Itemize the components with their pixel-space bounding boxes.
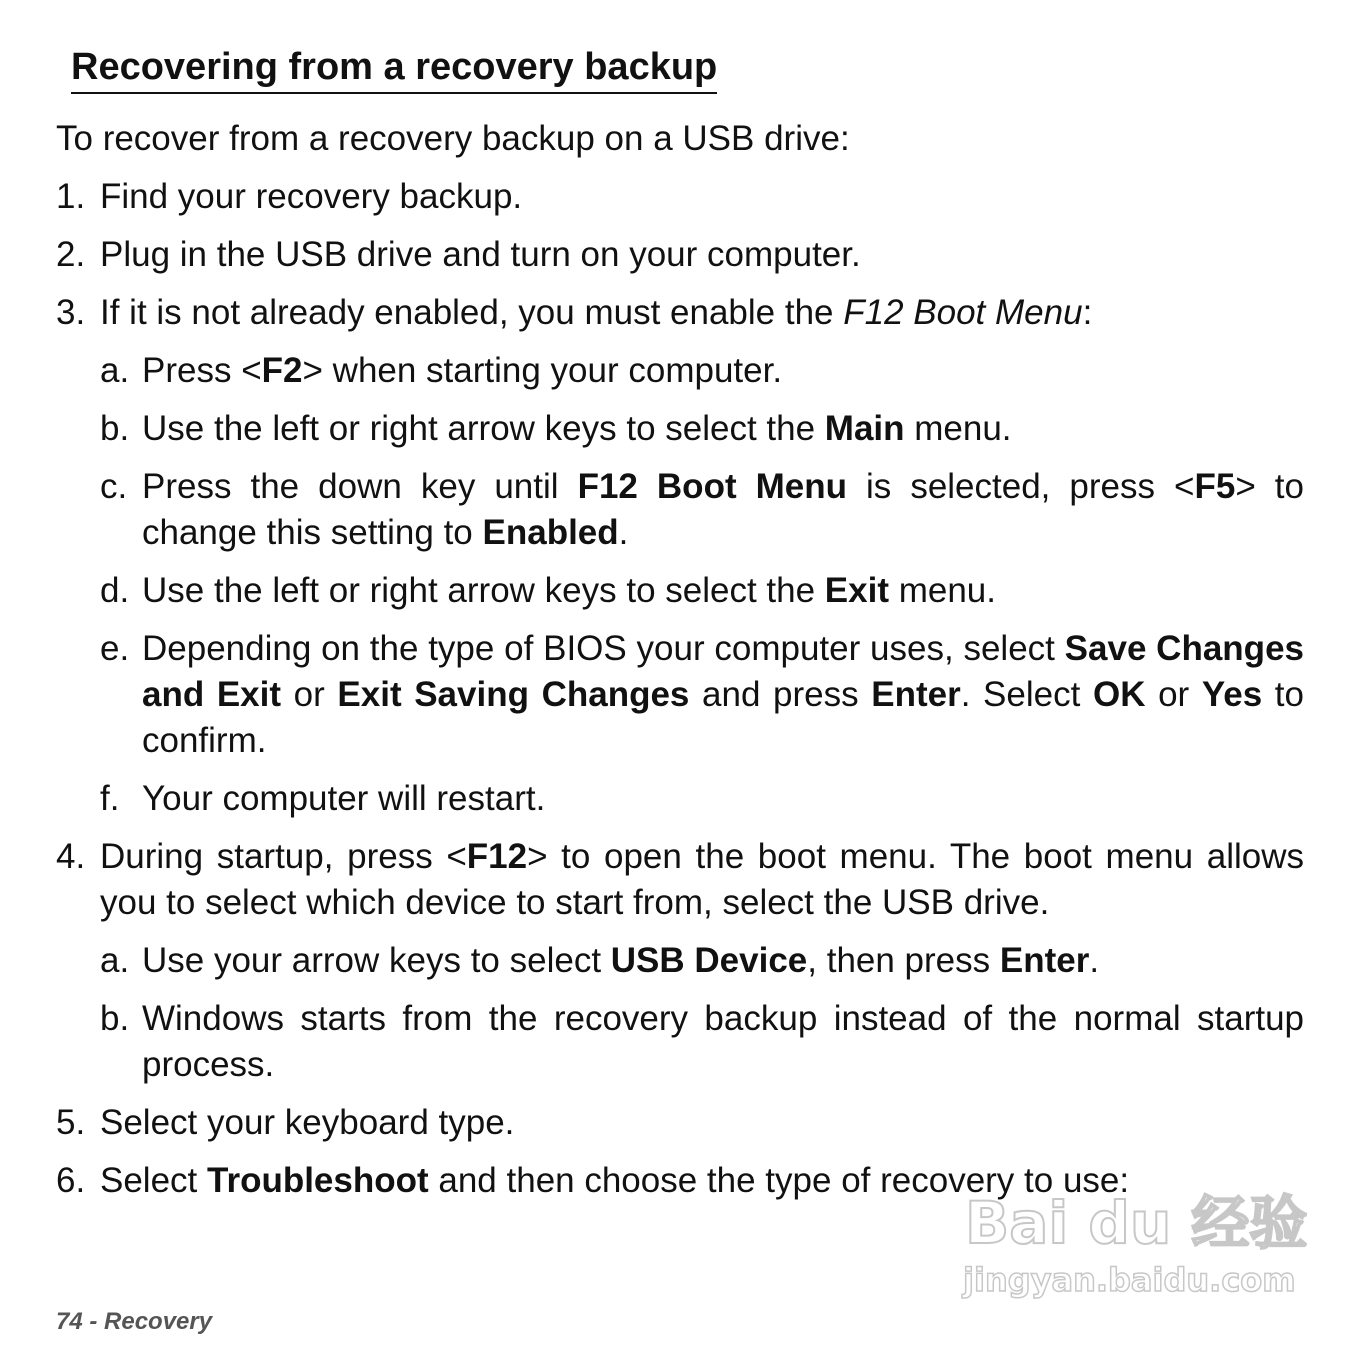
list-item (56, 290, 1304, 336)
sub-list-item (100, 406, 1304, 452)
menu-name: Main (824, 409, 905, 448)
watermark-logo-text: Bai du 经验 (965, 1189, 1308, 1257)
list-letter: b. (100, 999, 130, 1038)
list-item (56, 834, 1304, 926)
sub-list-item (100, 464, 1304, 556)
setting-value: Enabled (482, 513, 619, 552)
page-footer: 74 - Recovery (56, 1308, 213, 1335)
list-text: Select Troubleshoot and then choose the type of recovery to use: (100, 1161, 1130, 1200)
list-number: 4. (56, 837, 86, 876)
key-name: Enter (999, 941, 1090, 980)
list-letter: f. (100, 779, 120, 818)
sub-list-item (100, 626, 1304, 764)
sub-list-item (100, 996, 1304, 1088)
list-letter: a. (100, 941, 130, 980)
list-text: Use the left or right arrow keys to select the Exit menu. (142, 571, 996, 610)
list-text: Press the down key until F12 Boot Menu is selected, press <F5> to change this setting to Enabled. (142, 467, 1304, 552)
list-text: Plug in the USB drive and turn on your computer. (100, 235, 861, 274)
list-item (56, 1100, 1304, 1146)
list-text: Use the left or right arrow keys to select the Main menu. (142, 409, 1012, 448)
list-number: 2. (56, 235, 86, 274)
list-letter: c. (100, 467, 128, 506)
menu-name: F12 Boot Menu (577, 467, 847, 506)
list-number: 5. (56, 1103, 86, 1142)
list-letter: a. (100, 351, 130, 390)
list-text: Depending on the type of BIOS your computer uses, select Save Changes and Exit or Exit Saving Changes and press Enter. Select OK or Yes to confirm. (142, 629, 1304, 760)
key-name: F5 (1194, 467, 1236, 506)
menu-name: Exit (824, 571, 889, 610)
menu-name-emphasis: F12 Boot Menu (843, 293, 1083, 332)
option-name: OK (1092, 675, 1146, 714)
list-text: Press <F2> when starting your computer. (142, 351, 783, 390)
intro-text: To recover from a recovery backup on a USB drive: (56, 119, 850, 158)
list-item (56, 174, 1304, 220)
baidu-watermark (955, 1188, 1308, 1318)
list-text: If it is not already enabled, you must enable the F12 Boot Menu: (100, 293, 1093, 332)
list-text: Select your keyboard type. (100, 1103, 515, 1142)
list-number: 3. (56, 293, 86, 332)
list-number: 6. (56, 1161, 86, 1200)
sub-list-item (100, 568, 1304, 614)
watermark-url: jingyan.baidu.com (963, 1261, 1296, 1299)
list-letter: d. (100, 571, 130, 610)
key-name: F12 (466, 837, 528, 876)
list-number: 1. (56, 177, 86, 216)
option-name: USB Device (610, 941, 808, 980)
list-letter: e. (100, 629, 130, 668)
option-name: Save Changes and Exit (142, 629, 1304, 714)
option-name: Exit Saving Changes (337, 675, 690, 714)
list-text: Use your arrow keys to select USB Device, then press Enter. (142, 941, 1100, 980)
list-letter: b. (100, 409, 130, 448)
option-name: Troubleshoot (207, 1161, 429, 1200)
list-text: Find your recovery backup. (100, 177, 523, 216)
sub-list-item (100, 938, 1304, 984)
list-text: Windows starts from the recovery backup instead of the normal startup process. (142, 999, 1304, 1084)
key-name: Enter (871, 675, 961, 714)
option-name: Yes (1201, 675, 1263, 714)
key-name: F2 (261, 351, 303, 390)
sub-list-item (100, 348, 1304, 394)
list-text: During startup, press <F12> to open the boot menu. The boot menu allows you to select which device to start from, select the USB drive. (100, 837, 1304, 922)
section-heading: Recovering from a recovery backup (71, 44, 717, 94)
list-text: Your computer will restart. (142, 779, 546, 818)
list-item (56, 232, 1304, 278)
sub-list-item (100, 776, 1304, 822)
